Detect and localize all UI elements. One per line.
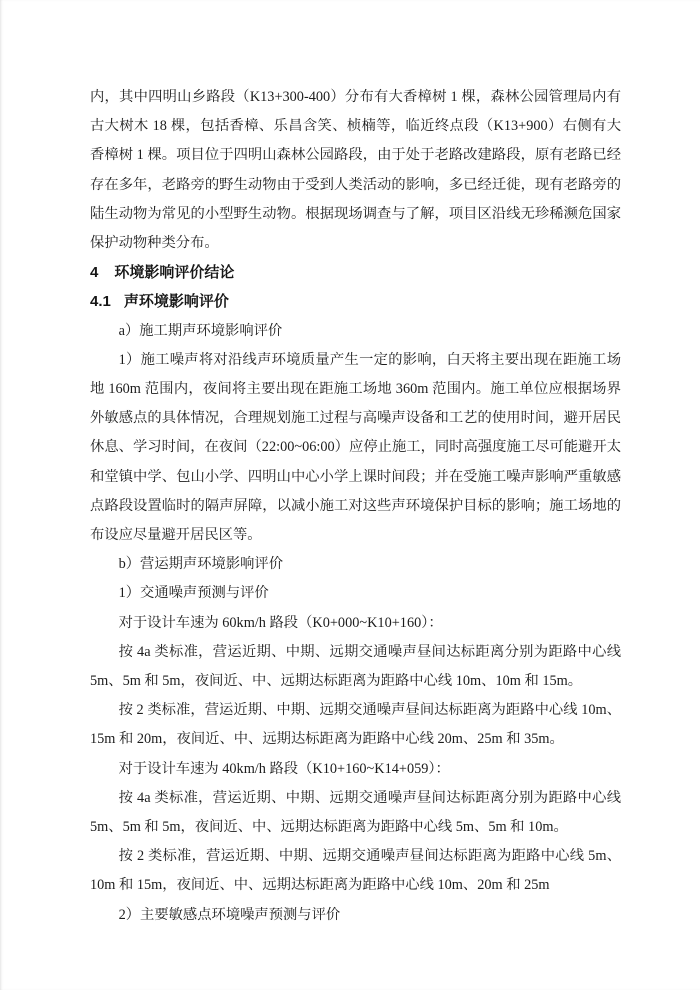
item-a-construction-period-heading: a）施工期声环境影响评价 — [118, 322, 283, 339]
paragraph-40kmh-class-2-standard: 按 2 类标准，营运近期、中期、远期交通噪声昼间达标距离为距路中心线 5m、10m 和 15m，夜间近、中、远期达标距离为距路中心线 10m、20m 和 25m — [90, 848, 621, 894]
section-number: 4 — [90, 264, 99, 282]
subsection-number: 4.1 — [90, 293, 111, 311]
paragraph-construction-noise-impact: 1）施工噪声将对沿线声环境质量产生一定的影响，白天将主要出现在距施工场地 160m 范围内，夜间将主要出现在距施工场地 360m 范围内。施工单位应根据场界外敏感点的具体情况，合理规划施工过程与高噪声设备和工艺的使用时间，避开居民休息、学习时间，在夜间（22:00~06:00）应停止施工，同时高强度施工尽可能避开太和堂镇中学、包山小学、四明山中心小学上课时间段；并在受施工噪声影响严重敏感点路段设置临时的隔声屏障，以减小施工对这些声环境保护目标的影响；施工场地的布设应尽量避开居民区等。 — [90, 351, 621, 544]
section-heading-environmental-impact-conclusion — [90, 258, 621, 287]
paragraph-60kmh-class-2-standard: 按 2 类标准，营运近期、中期、远期交通噪声昼间达标距离为距路中心线 10m、15m 和 20m，夜间近、中、远期达标距离为距路中心线 20m、25m 和 35m。 — [90, 702, 621, 748]
paragraph-design-speed-60kmh-segment: 对于设计车速为 60km/h 路段（K0+000~K10+160）： — [118, 614, 443, 631]
item-2-sensitive-points-noise-prediction-heading: 2）主要敏感点环境噪声预测与评价 — [118, 906, 341, 923]
item-b-operation-period-heading: b）营运期声环境影响评价 — [118, 556, 284, 573]
paragraph-60kmh-class-4a-standard: 按 4a 类标准，营运近期、中期、远期交通噪声昼间达标距离分别为距路中心线 5m、5m 和 5m，夜间近、中、远期达标距离为距路中心线 10m、10m 和 15m。 — [90, 643, 621, 690]
item-1-traffic-noise-prediction-heading: 1）交通噪声预测与评价 — [118, 585, 269, 602]
paragraph-design-speed-40kmh-segment: 对于设计车速为 40km/h 路段（K10+160~K14+059）： — [118, 760, 450, 777]
subsection-title: 声环境影响评价 — [123, 293, 229, 311]
paragraph-40kmh-class-4a-standard: 按 4a 类标准，营运近期、中期、远期交通噪声昼间达标距离分别为距路中心线 5m、5m 和 5m，夜间近、中、远期达标距离为距路中心线 5m、5m 和 10m。 — [90, 789, 621, 836]
continuation-paragraph-trees-wildlife: 内，其中四明山乡路段（K13+300-400）分布有大香樟树 1 棵，森林公园管理局内有古大树木 18 棵，包括香樟、乐昌含笑、桢楠等，临近终点段（K13+900）右侧有大香樟树 1 棵。项目位于四明山森林公园路段，由于处于老路改建路段，原有老路已经存在多年，老路旁的野生动物由于受到人类活动的影响，多已经迁徙，现有老路旁的陆生动物为常见的小型野生动物。根据现场调查与了解，项目区沿线无珍稀濒危国家保护动物种类分布。 — [90, 89, 621, 252]
section-title: 环境影响评价结论 — [114, 264, 235, 282]
subsection-heading-acoustic-environment — [90, 287, 621, 316]
page-text-column — [90, 83, 621, 930]
